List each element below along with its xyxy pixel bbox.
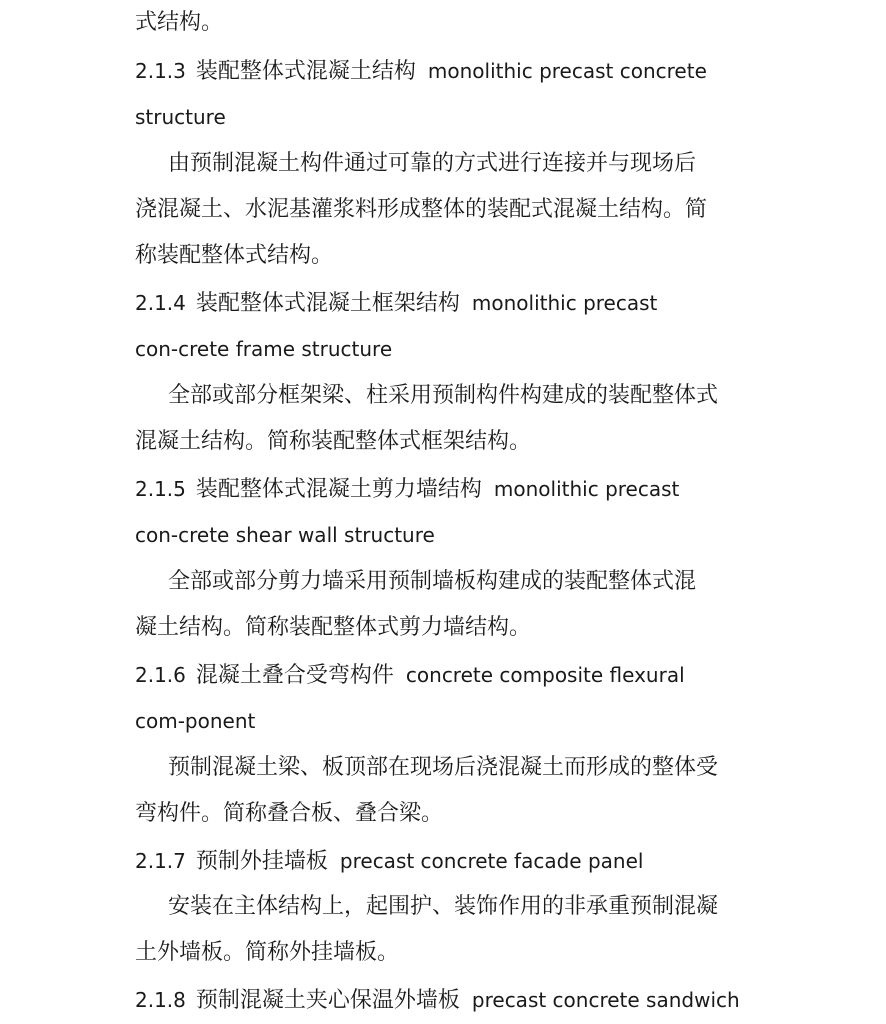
paragraph-line: 土外墙板。简称外挂墙板。 xyxy=(135,940,400,965)
paragraph-line: 弯构件。简称叠合板、叠合梁。 xyxy=(135,801,444,826)
continuation-text: 式结构。 xyxy=(135,10,224,35)
section-title-en: precast concrete sandwich xyxy=(471,988,740,1012)
paragraph-line: 安装在主体结构上，起围护、装饰作用的非承重预制混凝 xyxy=(168,894,719,919)
section-heading-2-1-5 xyxy=(135,474,679,505)
section-title-en-continued: con-crete shear wall structure xyxy=(135,523,435,547)
section-title-zh: 混凝土叠合受弯构件 xyxy=(195,663,394,688)
section-title-en: precast concrete facade panel xyxy=(339,849,644,873)
section-title-en: monolithic precast xyxy=(471,291,658,315)
section-heading-2-1-4 xyxy=(135,288,657,319)
paragraph-line: 全部或部分剪力墙采用预制墙板构建成的装配整体式混 xyxy=(168,569,697,594)
section-title-en-continued: con-crete frame structure xyxy=(135,337,393,361)
section-title-zh: 预制外挂墙板 xyxy=(195,849,328,874)
section-title-en: monolithic precast concrete xyxy=(427,59,707,83)
section-title-en: concrete composite flexural xyxy=(405,663,685,687)
section-title-zh: 装配整体式混凝土结构 xyxy=(195,59,416,84)
section-title-en: monolithic precast xyxy=(493,477,680,501)
section-number: 2.1.7 xyxy=(135,849,186,873)
section-title-zh: 装配整体式混凝土剪力墙结构 xyxy=(195,477,482,502)
paragraph-line: 浇混凝土、水泥基灌浆料形成整体的装配式混凝土结构。简 xyxy=(135,197,708,222)
paragraph-line: 预制混凝土梁、板顶部在现场后浇混凝土而形成的整体受 xyxy=(168,755,719,780)
section-heading-2-1-7 xyxy=(135,846,643,877)
section-number: 2.1.4 xyxy=(135,291,186,315)
section-title-en-continued: com-ponent xyxy=(135,709,256,733)
section-number: 2.1.8 xyxy=(135,988,186,1012)
paragraph-line: 混凝土结构。简称装配整体式框架结构。 xyxy=(135,429,532,454)
paragraph-line: 凝土结构。简称装配整体式剪力墙结构。 xyxy=(135,615,532,640)
paragraph-line: 称装配整体式结构。 xyxy=(135,243,334,268)
paragraph-line: 由预制混凝土构件通过可靠的方式进行连接并与现场后 xyxy=(168,151,697,176)
section-heading-2-1-3 xyxy=(135,56,707,87)
section-title-en-continued: structure xyxy=(135,105,226,129)
section-title-zh: 装配整体式混凝土框架结构 xyxy=(195,291,460,316)
section-heading-2-1-6 xyxy=(135,660,685,691)
section-number: 2.1.6 xyxy=(135,663,186,687)
section-title-zh: 预制混凝土夹心保温外墙板 xyxy=(195,988,460,1013)
section-heading-2-1-8 xyxy=(135,985,740,1016)
section-number: 2.1.3 xyxy=(135,59,186,83)
paragraph-line: 全部或部分框架梁、柱采用预制构件构建成的装配整体式 xyxy=(168,383,719,408)
section-number: 2.1.5 xyxy=(135,477,186,501)
